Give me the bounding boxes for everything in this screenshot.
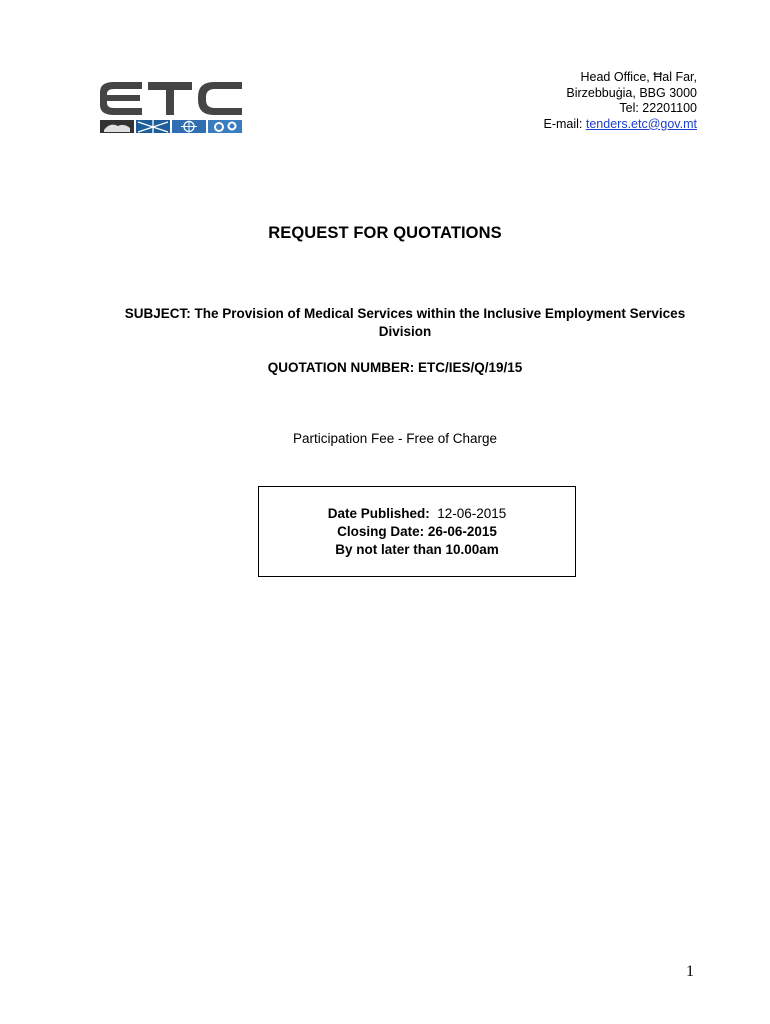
logo-letter-c bbox=[198, 82, 242, 115]
email-link[interactable]: tenders.etc@gov.mt bbox=[585, 116, 697, 131]
address-line-2: Birzebbuġia, BBG 3000 bbox=[566, 85, 697, 100]
address-line-1: Head Office, Ħal Far, bbox=[580, 70, 697, 84]
document-title: REQUEST FOR QUOTATIONS bbox=[268, 224, 502, 242]
subject bbox=[110, 305, 700, 341]
quotation-number: QUOTATION NUMBER: ETC/IES/Q/19/15 bbox=[267, 360, 523, 375]
participation-fee: Participation Fee - Free of Charge bbox=[292, 431, 498, 446]
page-number: 1 bbox=[686, 963, 694, 980]
dates-box bbox=[258, 486, 576, 577]
email-line bbox=[544, 117, 698, 133]
date-published-label: Date Published: bbox=[327, 506, 430, 521]
closing-date: Closing Date: 26-06-2015 bbox=[337, 524, 497, 539]
telephone: Tel: 22201100 bbox=[619, 101, 697, 115]
date-published-value: 12-06-2015 bbox=[437, 506, 507, 521]
address-block bbox=[544, 70, 698, 132]
etc-logo bbox=[96, 72, 246, 134]
dates-content bbox=[259, 505, 575, 559]
logo-letter-e bbox=[100, 82, 142, 115]
subject-line-1: SUBJECT: The Provision of Medical Services within the Inclusive Employment Services bbox=[124, 306, 686, 321]
email-label: E-mail: bbox=[543, 116, 586, 131]
logo-icon-strip bbox=[100, 120, 242, 133]
date-published bbox=[259, 505, 575, 523]
subject-line-2: Division bbox=[378, 324, 432, 339]
logo-letter-t bbox=[148, 82, 192, 115]
deadline-time: By not later than 10.00am bbox=[335, 542, 499, 557]
